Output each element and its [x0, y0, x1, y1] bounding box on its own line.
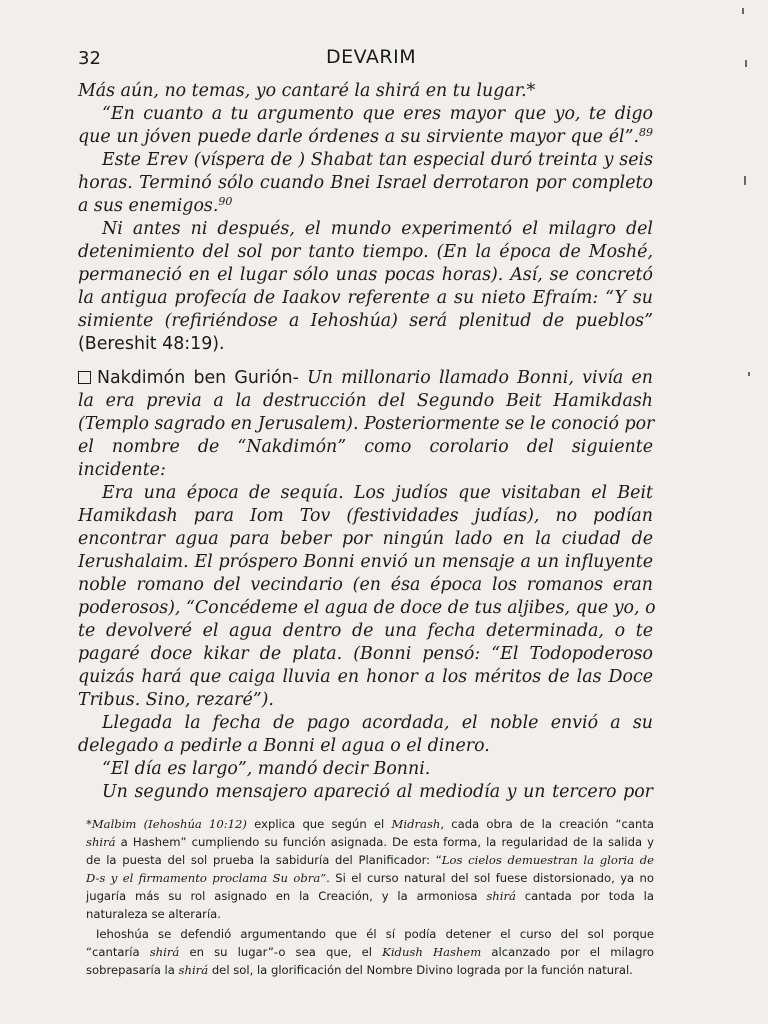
footnote-line: jugaría más su rol asignado en la Creación, y la armoniosa shirá cantada por toda la	[86, 889, 654, 903]
footnote-line: shirá a Hashem” cumpliendo su función asignada. De esta forma, la regularidad de la salida y	[86, 835, 654, 849]
text-line: a sus enemigos.$^{90}$	[78, 195, 233, 216]
text-line: poderosos), “Concédeme el agua de doce de tus aljibes, que yo, o	[78, 598, 656, 618]
text-line: Más aún, no temas, yo cantaré la shirá en tu lugar.*	[78, 81, 536, 101]
scan-speck	[745, 60, 747, 67]
text-line: quizás hará que caiga lluvia en honor a los méritos de las Doce	[78, 667, 653, 687]
running-title: DEVARIM	[326, 46, 417, 68]
footnote-line: Iehoshúa se defendió argumentando que él sí podía detener el curso del sol porque	[96, 927, 654, 941]
section-start-line: Nakdimón ben Gurión- Un millonario llamado Bonni, vivía en	[78, 367, 653, 389]
text-line: Ni antes ni después, el mundo experimentó el milagro del	[102, 219, 653, 239]
text-line: el nombre de “Nakdimón” como corolario del siguiente	[78, 437, 653, 457]
text-line: que un jóven puede darle órdenes a su sirviente mayor que él”.$^{89}$	[78, 126, 653, 147]
text-line: “En cuanto a tu argumento que eres mayor que yo, te digo	[102, 104, 653, 124]
footnote-line: sobrepasaría la shirá del sol, la glorificación del Nombre Divino lograda por la función natural.	[86, 963, 633, 977]
text-line: Este Erev (víspera de ) Shabat tan especial duró treinta y seis	[102, 150, 653, 170]
text-line: noble romano del vecindario (en ésa época los romanos eran	[78, 575, 653, 595]
text-line: pagaré doce kikar de plata. (Bonni pensó: “El Todopoderoso	[78, 644, 653, 664]
scan-speck	[748, 372, 750, 376]
text-line: encontrar agua para beber por ningún lado en la ciudad de	[78, 529, 653, 549]
text-line: horas. Terminó sólo cuando Bnei Israel derrotaron por completo	[78, 173, 653, 193]
section-title: Nakdimón ben Gurión-	[97, 368, 299, 388]
text-line: te devolveré el agua dentro de una fecha determinada, o te	[78, 621, 653, 641]
text-line: delegado a pedirle a Bonni el agua o el dinero.	[78, 736, 490, 756]
text-line: simiente (refiriéndose a Iehoshúa) será plenitud de pueblos”	[78, 311, 653, 331]
page-number: 32	[78, 48, 101, 69]
footnote-line: D-s y el firmamento proclama Su obra”. Si el curso natural del sol fuese distorsionado, ya no	[86, 871, 654, 885]
footnote-line: *Malbim (Iehoshúa 10:12) explica que según el Midrash, cada obra de la creación “canta	[86, 817, 654, 831]
footnote-ref: 90	[218, 195, 233, 208]
text-line: “El día es largo”, mandó decir Bonni.	[102, 759, 431, 779]
scan-speck	[742, 8, 744, 14]
text-line: Un segundo mensajero apareció al mediodía y un tercero por	[102, 782, 653, 802]
text-line: la era previa a la destrucción del Segundo Beit Hamikdash	[78, 391, 653, 411]
text-line: Hamikdash para Iom Tov (festividades judías), no podían	[78, 506, 653, 526]
text-line: permaneció en el lugar sólo unas pocas horas). Así, se concretó	[78, 265, 653, 285]
footnote-line: naturaleza se alteraría.	[86, 907, 221, 921]
page-header	[78, 44, 653, 74]
scan-speck	[744, 176, 746, 185]
footnote-line: de la puesta del sol prueba la sabiduría del Planificador: “Los cielos demuestran la gloria de	[86, 853, 654, 867]
text-line: Llegada la fecha de pago acordada, el noble envió a su	[102, 713, 653, 733]
text-line: incidente:	[78, 460, 166, 480]
text-line: detenimiento del sol por tanto tiempo. (En la época de Moshé,	[78, 242, 653, 262]
text-line: (Templo sagrado en Jerusalem). Posteriormente se le conoció por	[78, 414, 655, 434]
footnote-line: “cantaría shirá en su lugar”-o sea que, el Kidush Hashem alcanzado por el milagro	[86, 945, 655, 959]
text-line: Era una época de sequía. Los judíos que visitaban el Beit	[102, 483, 653, 503]
footnote-ref: 89	[639, 126, 653, 139]
text-line: la antigua profecía de Iaakov referente a su nieto Efraím: “Y su	[78, 288, 653, 308]
text-line: (Bereshit 48:19).	[78, 334, 225, 354]
text-line: Tribus. Sino, rezaré”).	[78, 690, 274, 710]
text-line: Ierushalaim. El próspero Bonni envió un mensaje a un influyente	[78, 552, 653, 572]
checkbox-square-icon	[78, 371, 91, 384]
